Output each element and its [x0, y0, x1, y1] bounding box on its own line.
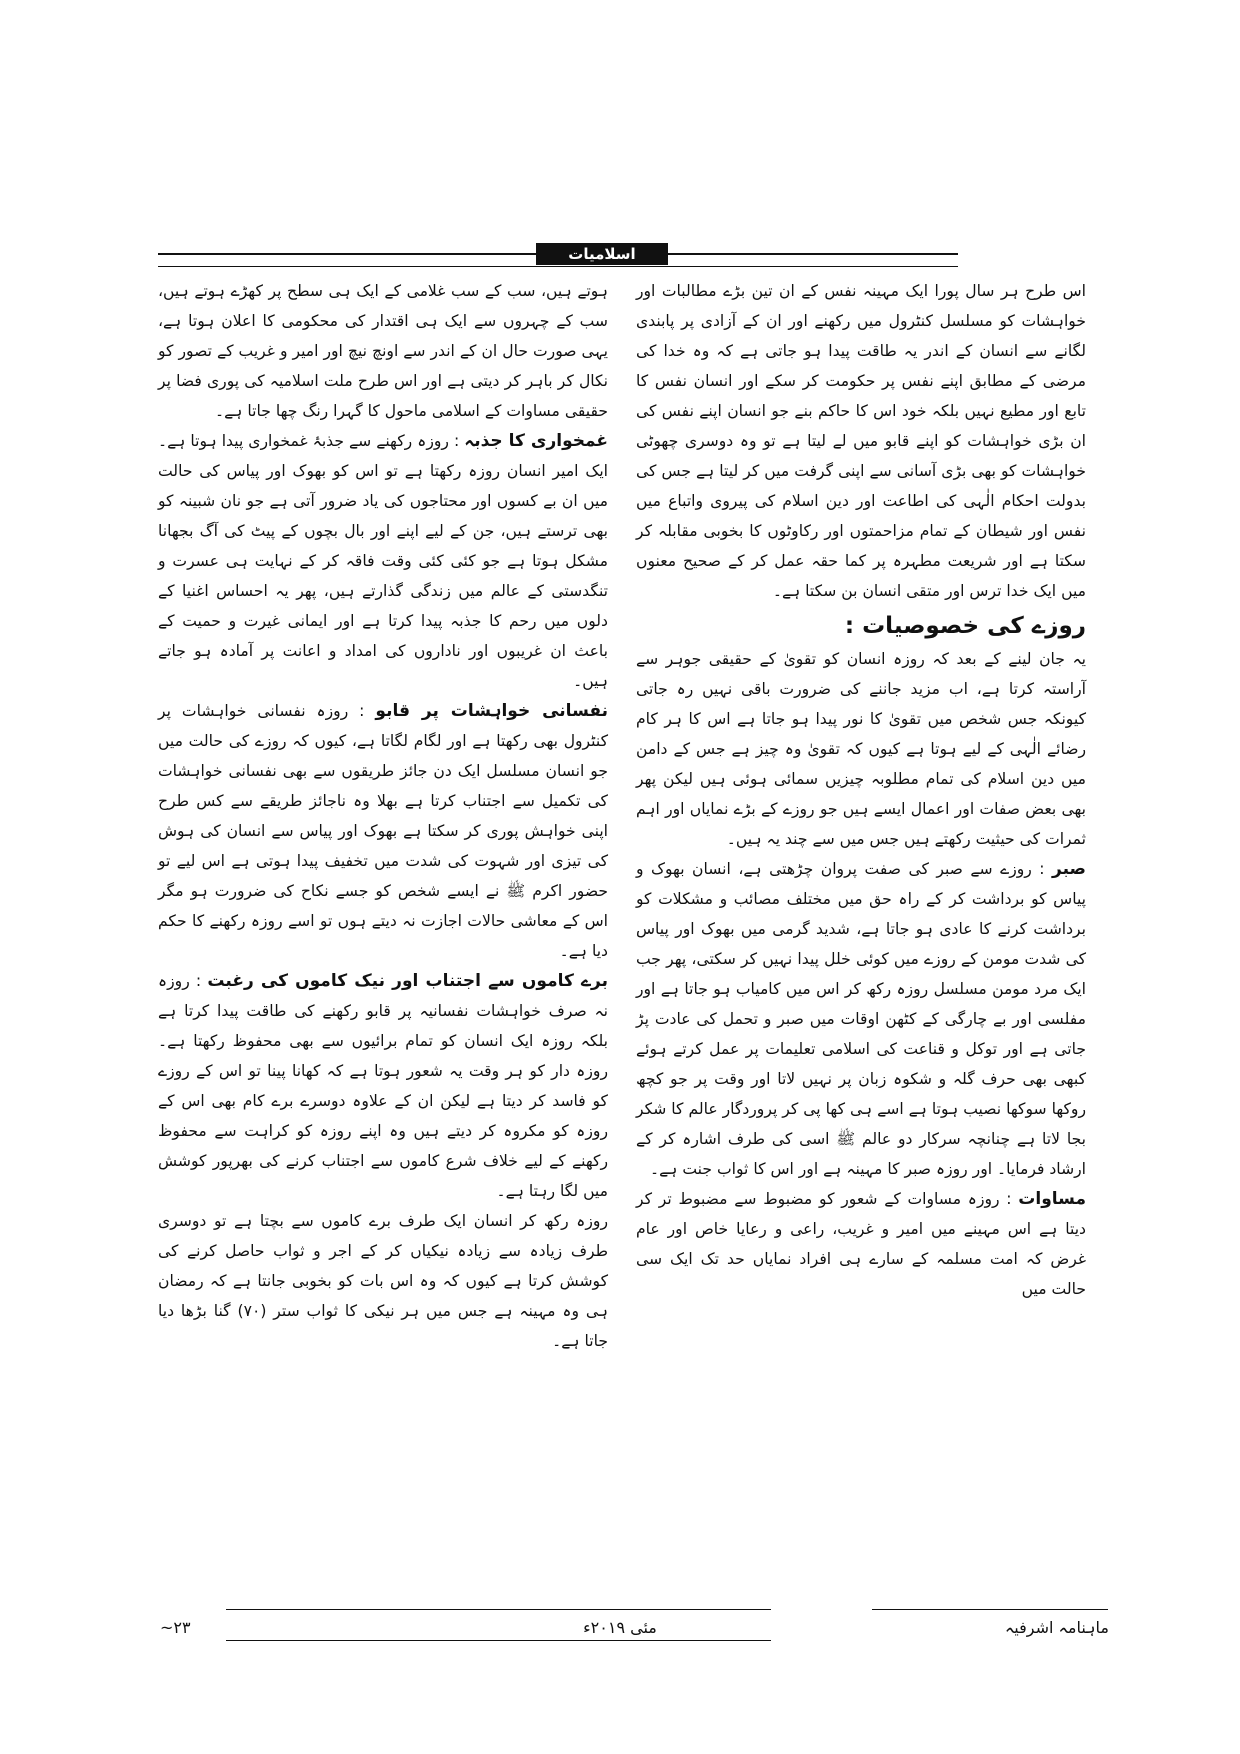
body-paragraph	[158, 276, 608, 426]
paragraph-text: یہ جان لینے کے بعد کہ روزہ انسان کو تقویٰ کے حقیقی جوہر سے آراستہ کرتا ہے، اب مزید جاننے کی ضرورت باقی نہیں رہ جاتی کیونکہ جس شخص میں تقویٰ کا نور پیدا ہو جاتا ہے اس کا ہر کام رضائے الٰہی کے لیے ہوتا ہے کیوں کہ تقویٰ وہ چیز ہے جس کے دامن میں دین اسلام کی تمام مطلوبہ چیزیں سمائی ہوئی ہیں لیکن پھر بھی بعض صفات اور اعمال ایسے ہیں جو روزے کے بڑے نمایاں اور اہم ثمرات کی حیثیت رکھتے ہیں جس میں سے چند یہ ہیں۔	[636, 650, 1086, 848]
paragraph-text: ہوتے ہیں، سب کے سب غلامی کے ایک ہی سطح پر کھڑے ہوتے ہیں، سب کے چہروں سے ایک ہی اقتدار کی محکومی کا اعلان ہوتا ہے، یہی صورت حال ان کے اندر سے اونچ نیچ اور امیر و غریب کے تصور کو نکال کر باہر کر دیتی ہے اور اس طرح ملت اسلامیہ کی پوری فضا پر حقیقی مساوات کے اسلامی ماحول کا گہرا رنگ چھا جاتا ہے۔	[158, 282, 608, 420]
paragraph-heading: نفسانی خواہشات پر قابو	[375, 701, 608, 721]
footer-page-number: ~۲۳	[160, 1618, 191, 1637]
footer-rule-right	[872, 1609, 1108, 1610]
body-paragraph	[158, 426, 608, 696]
body-paragraph	[158, 966, 608, 1206]
paragraph-text: روزہ رکھ کر انسان ایک طرف برے کاموں سے بچتا ہے تو دوسری طرف زیادہ سے زیادہ نیکیاں کر کے اجر و ثواب حاصل کرنے کی کوشش کرتا ہے کیوں کہ وہ اس بات کو بخوبی جانتا ہے کہ رمضان ہی وہ مہینہ ہے جس میں ہر نیکی کا ثواب ستر (۷۰) گنا بڑھا دیا جاتا ہے۔	[158, 1212, 608, 1350]
paragraph-heading: مساوات	[1018, 1189, 1086, 1209]
section-title: اسلامیات	[536, 243, 668, 265]
paragraph-text: اس طرح ہر سال پورا ایک مہینہ نفس کے ان تین بڑے مطالبات اور خواہشات کو مسلسل کنٹرول میں رکھنے اور ان کے آزادی پر پابندی لگانے سے انسان کے اندر یہ طاقت پیدا ہو جاتی ہے کہ وہ خدا کی مرضی کے مطابق اپنے نفس پر حکومت کر سکے اور انسان نفس کا تابع اور مطیع نہیں بلکہ خود اس کا حاکم بنے جو انسان اپنے نفس کی ان بڑی خواہشات کو اپنے قابو میں لے لیتا ہے تو وہ دوسری چھوٹی خواہشات کو بھی بڑی آسانی سے اپنی گرفت میں کر لیتا ہے جس کی بدولت احکام الٰہی کی اطاعت اور دین اسلام کی پیروی واتباع میں نفس اور شیطان کے تمام مزاحمتوں اور رکاوٹوں کا بخوبی مقابلہ کر سکتا ہے اور شریعت مطہرہ پر کما حقہ عمل کر کے صحیح معنوں میں ایک خدا ترس اور متقی انسان بن سکتا ہے۔	[636, 282, 1086, 600]
header-rule-right	[668, 253, 958, 255]
paragraph-heading: غمخواری کا جذبہ	[464, 431, 608, 451]
header-rule-under	[158, 266, 958, 267]
paragraph-text: : روزہ نفسانی خواہشات پر کنٹرول بھی رکھتا ہے اور لگام لگاتا ہے، کیوں کہ روزے کی حالت میں جو انسان مسلسل ایک دن جائز طریقوں سے بھی نفسانی خواہشات کی تکمیل سے اجتناب کرتا ہے بھلا وہ ناجائز طریقے سے کس طرح اپنی خواہش پوری کر سکتا ہے بھوک اور پیاس سے انسان کی ہوش کی تیزی اور شہوت کی شدت میں تخفیف پیدا ہوتی ہے اس لیے تو حضور اکرم ﷺ نے ایسے شخص کو جسے نکاح کی ضرورت ہو مگر اس کے معاشی حالات اجازت نہ دیتے ہوں تو اسے روزہ رکھنے کا حکم دیا ہے۔	[158, 702, 608, 960]
footer-rule-mid	[226, 1609, 771, 1610]
paragraph-heading: صبر	[1052, 859, 1086, 879]
section-heading: روزے کی خصوصیات :	[844, 613, 1086, 639]
paragraph-text: : روزہ رکھنے سے جذبۂ غمخواری پیدا ہوتا ہے۔ ایک امیر انسان روزہ رکھتا ہے تو اس کو بھوک اور پیاس کی حالت میں ان بے کسوں اور محتاجوں کی یاد ضرور آتی ہے جو نان شبینہ کو بھی ترستے ہیں، جن کے لیے اپنے اور بال بچوں کے پیٹ کی آگ بجھانا مشکل ہوتا ہے جو کئی کئی وقت فاقہ کر کے نہایت ہی عسرت و تنگدستی کے عالم میں زندگی گذارتے ہیں، پھر یہ احساس اغنیا کے دلوں میں رحم کا جذبہ پیدا کرتا ہے اور ایمانی غیرت و حمیت کے باعث ان غریبوں اور ناداروں کی امداد و اعانت پر آمادہ ہو جاتے ہیں۔	[158, 432, 608, 690]
header-rule-left	[158, 253, 536, 255]
right-column	[636, 276, 1086, 1304]
paragraph-text: : روزہ نہ صرف خواہشات نفسانیہ پر قابو رکھنے کی طاقت پیدا کرتا ہے بلکہ روزہ ایک انسان کو تمام برائیوں سے بھی محفوظ رکھتا ہے۔ روزہ دار کو ہر وقت یہ شعور ہوتا ہے کہ کھانا پینا تو اس کے روزے کو فاسد کر دیتا ہے لیکن ان کے علاوہ دوسرے برے کام بھی اس کے روزہ کو مکروہ کر دیتے ہیں وہ اپنے روزہ کو کراہت سے محفوظ رکھنے کے لیے خلاف شرع کاموں سے اجتناب کرنے کی بھرپور کوشش میں لگا رہتا ہے۔	[158, 972, 608, 1200]
paragraph-text: : روزہ مساوات کے شعور کو مضبوط سے مضبوط تر کر دیتا ہے اس مہینے میں امیر و غریب، راعی و رعایا خاص اور عام غرض کہ امت مسلمہ کے سارے ہی افراد نمایاں حد تک ایک سی حالت میں	[636, 1190, 1086, 1298]
body-paragraph	[636, 276, 1086, 606]
left-column	[158, 276, 608, 1356]
footer-date: مئی ۲۰۱۹ء	[583, 1618, 657, 1637]
paragraph-heading: برے کاموں سے اجتناب اور نیک کاموں کی رغبت	[207, 971, 608, 991]
body-paragraph	[636, 1184, 1086, 1304]
footer-rule-bottom	[226, 1640, 771, 1641]
body-paragraph	[158, 1206, 608, 1356]
body-paragraph	[636, 854, 1086, 1184]
body-paragraph	[158, 696, 608, 966]
paragraph-text: : روزے سے صبر کی صفت پروان چڑھتی ہے، انسان بھوک و پیاس کو برداشت کر کے راہ حق میں مختلف مصائب و مشکلات کو برداشت کرنے کا عادی ہو جاتا ہے، شدید گرمی میں بھوک اور پیاس کی شدت مومن کے روزے میں کوئی خلل پیدا نہیں کر سکتی، پھر جب ایک مرد مومن مسلسل روزہ رکھ کر اس میں کامیاب ہو جاتا ہے اور مفلسی اور بے چارگی کے کٹھن اوقات میں صبر و تحمل کی عادت پڑ جاتی ہے اور توکل و قناعت کی اسلامی تعلیمات پر عمل کرتے ہوئے کبھی بھی حرف گلہ و شکوہ زبان پر نہیں لاتا اور وقت پر جو کچھ روکھا سوکھا نصیب ہوتا ہے اسے ہی کھا پی کر پروردگار عالم کا شکر بجا لاتا ہے چنانچہ سرکار دو عالم ﷺ اسی کی طرف اشارہ کر کے ارشاد فرمایا۔ اور روزہ صبر کا مہینہ ہے اور اس کا ثواب جنت ہے۔	[636, 860, 1086, 1178]
footer-magazine-name: ماہنامہ اشرفیہ	[1004, 1618, 1109, 1637]
body-paragraph	[636, 644, 1086, 854]
